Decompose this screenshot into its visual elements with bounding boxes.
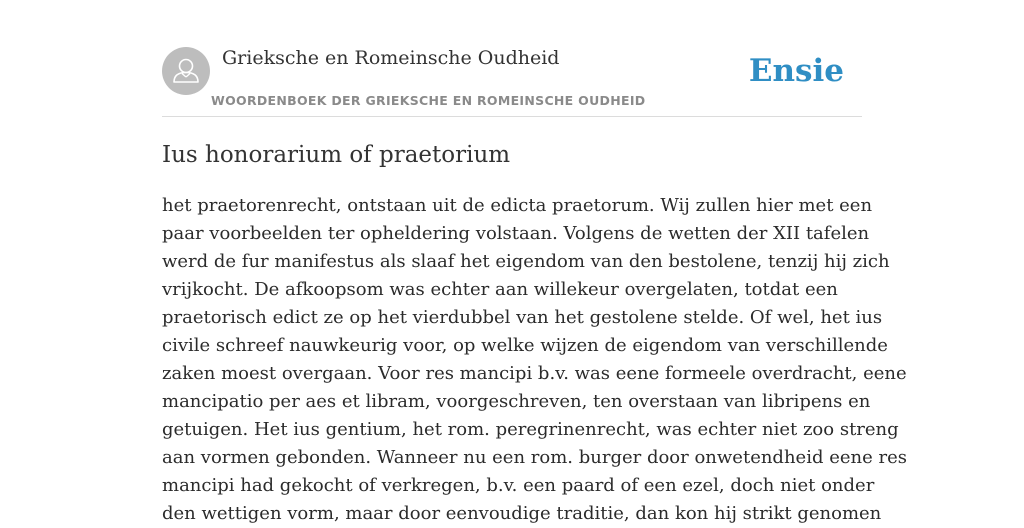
article-line: getuigen. Het ius gentium, het rom. peregrinenrecht, was echter niet zoo streng (162, 419, 899, 440)
article-line: vrijkocht. De afkoopsom was echter aan willekeur overgelaten, totdat een (162, 279, 838, 300)
article-line: zaken moest overgaan. Voor res mancipi b.v. was eene formeele overdracht, eene (162, 363, 907, 384)
article-line: het praetorenrecht, ontstaan uit de edicta praetorum. Wij zullen hier met een (162, 195, 873, 216)
article-line: den wettigen vorm, maar door eenvoudige traditie, dan kon hij strikt genomen (162, 503, 882, 524)
article-line: praetorisch edict ze op het vierdubbel van het gestolene stelde. Of wel, het ius (162, 307, 883, 328)
article-line: werd de fur manifestus als slaaf het eigendom van den bestolene, tenzij hij zich (162, 251, 890, 272)
article-line: mancipi had gekocht of verkregen, b.v. een paard of een ezel, doch niet onder (162, 475, 875, 496)
article-header (162, 46, 862, 117)
article-line: aan vormen gebonden. Wanneer nu een rom. burger door onwetendheid eene res (162, 447, 907, 468)
source-dictionary[interactable]: WOORDENBOEK DER GRIEKSCHE EN ROMEINSCHE OUDHEID (211, 93, 646, 108)
article-line: mancipatio per aes et libram, voorgeschreven, ten overstaan van libripens en (162, 391, 871, 412)
ensie-logo[interactable]: Ensie (748, 53, 844, 89)
user-icon (162, 47, 210, 95)
author-avatar[interactable] (162, 47, 210, 95)
article-line: paar voorbeelden ter opheldering volstaan. Volgens de wetten der XII tafelen (162, 223, 870, 244)
article-body (162, 192, 907, 528)
page-title: Ius honorarium of praetorium (162, 142, 511, 168)
article-line: civile schreef nauwkeurig voor, op welke wijzen de eigendom van verschillende (162, 335, 888, 356)
author-name[interactable]: Grieksche en Romeinsche Oudheid (222, 47, 560, 69)
